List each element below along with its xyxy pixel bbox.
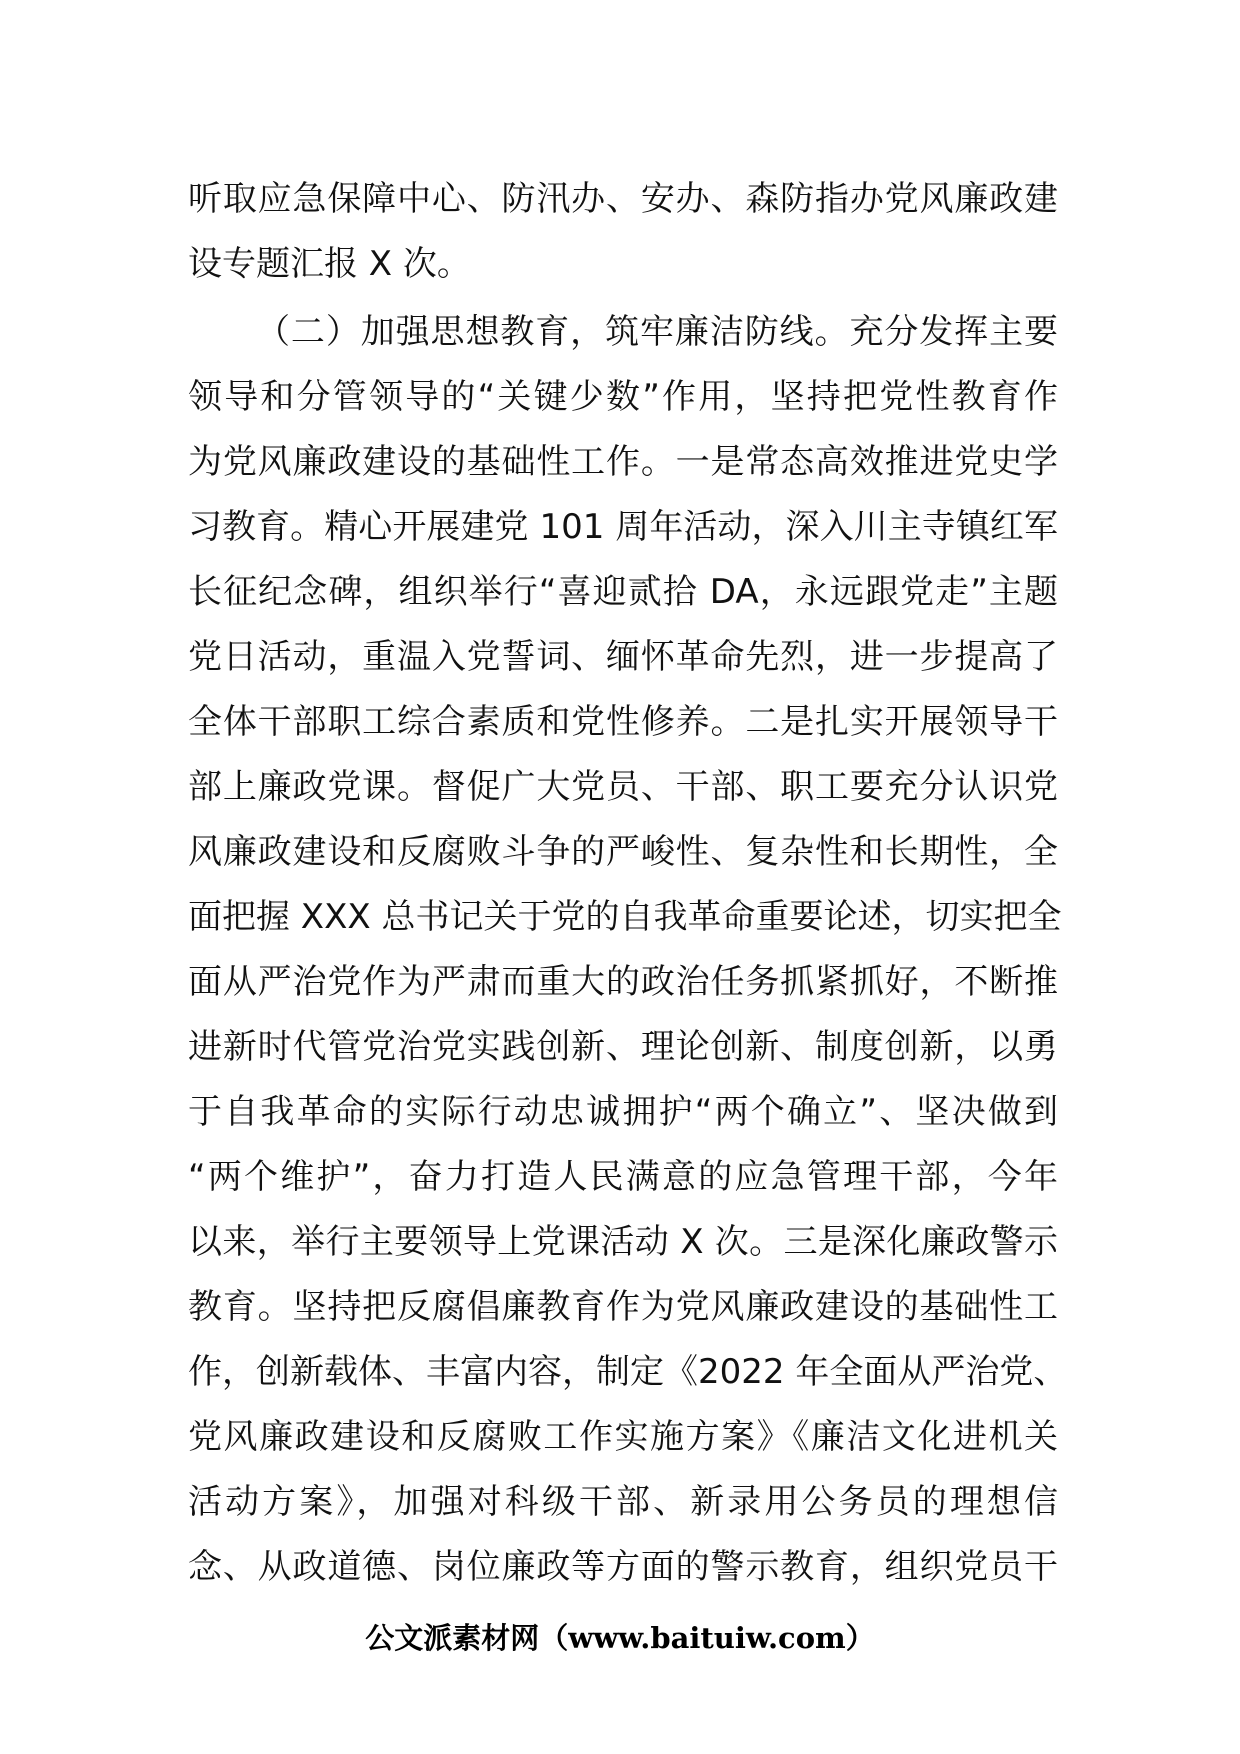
paragraph-line: 全体干部职工综合素质和党性修养。二是扎实开展领导干: [188, 702, 1058, 742]
paragraph-line: 领导和分管领导的“关键少数”作用，坚持把党性教育作: [188, 377, 1058, 417]
paragraph-line: 为党风廉政建设的基础性工作。一是常态高效推进党史学: [188, 442, 1058, 482]
paragraph-line: 作，创新载体、丰富内容，制定《2022 年全面从严治党、: [188, 1352, 1068, 1392]
paragraph-line: （二）加强思想教育，筑牢廉洁防线。充分发挥主要: [256, 312, 1058, 352]
paragraph-line: 以来，举行主要领导上党课活动 X 次。三是深化廉政警示: [188, 1222, 1058, 1262]
paragraph-line: 于自我革命的实际行动忠诚拥护“两个确立”、坚决做到: [188, 1092, 1058, 1132]
paragraph-line: 长征纪念碑，组织举行“喜迎贰拾 DA，永远跟党走”主题: [188, 572, 1058, 612]
paragraph-line: 活动方案》，加强对科级干部、新录用公务员的理想信: [188, 1482, 1058, 1522]
paragraph-line: 教育。坚持把反腐倡廉教育作为党风廉政建设的基础性工: [188, 1287, 1058, 1327]
paragraph-line: 进新时代管党治党实践创新、理论创新、制度创新，以勇: [188, 1027, 1058, 1067]
paragraph-line: “两个维护”，奋力打造人民满意的应急管理干部，今年: [188, 1157, 1058, 1197]
paragraph-line: 习教育。精心开展建党 101 周年活动，深入川主寺镇红军: [188, 507, 1058, 547]
paragraph-line: 设专题汇报 X 次。: [188, 244, 471, 284]
paragraph-line: 念、从政道德、岗位廉政等方面的警示教育，组织党员干: [188, 1547, 1058, 1587]
paragraph-line: 风廉政建设和反腐败斗争的严峻性、复杂性和长期性，全: [188, 832, 1058, 872]
paragraph-line: 面从严治党作为严肃而重大的政治任务抓紧抓好，不断推: [188, 962, 1058, 1002]
paragraph-line: 面把握 XXX 总书记关于党的自我革命重要论述，切实把全: [188, 897, 1062, 937]
paragraph-line: 党风廉政建设和反腐败工作实施方案》《廉洁文化进机关: [188, 1417, 1058, 1457]
paragraph-line: 党日活动，重温入党誓词、缅怀革命先烈，进一步提高了: [188, 637, 1058, 677]
footer-watermark: 公文派素材网（www.baituiw.com）: [365, 1621, 875, 1655]
paragraph-line: 听取应急保障中心、防汛办、安办、森防指办党风廉政建: [188, 179, 1058, 219]
paragraph-line: 部上廉政党课。督促广大党员、干部、职工要充分认识党: [188, 767, 1058, 807]
document-body: [188, 167, 1068, 1600]
